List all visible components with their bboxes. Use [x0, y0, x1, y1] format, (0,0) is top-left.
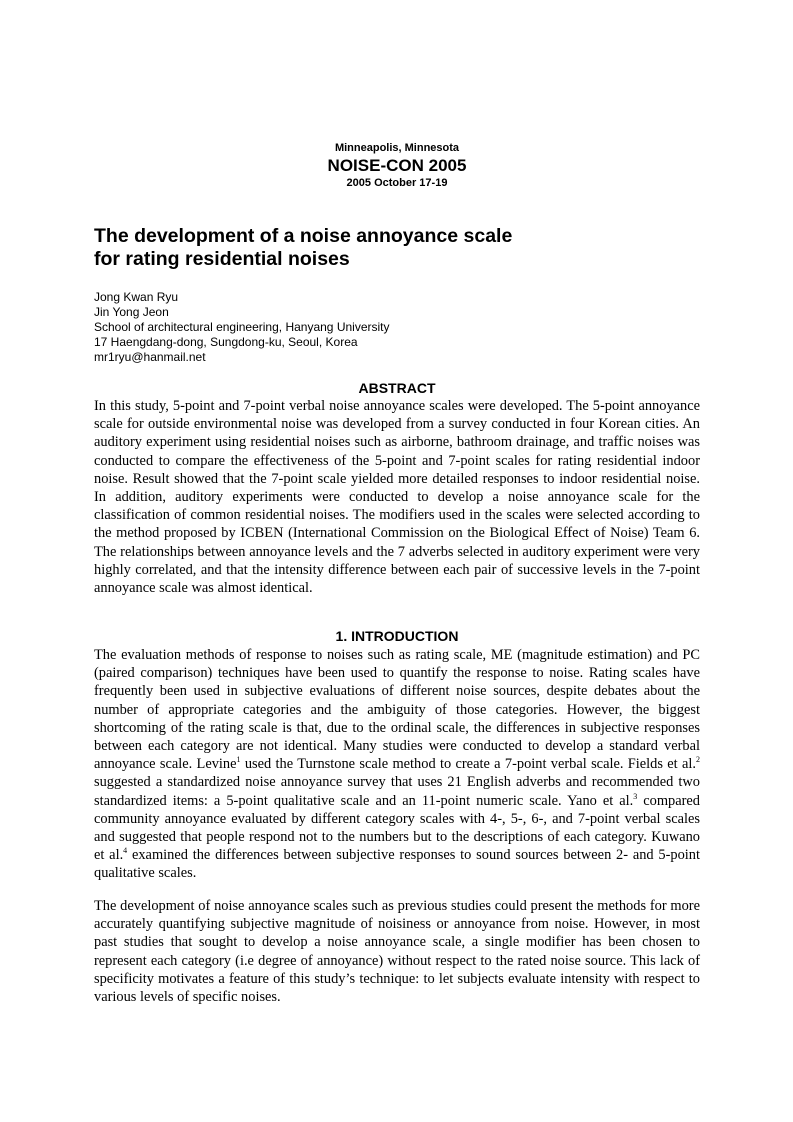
- conference-date: 2005 October 17-19: [346, 177, 448, 189]
- paragraph-text: suggested a standardized noise annoyance survey that uses 21 English adverbs and recommended two standardized items: a 5-point qualitative scale and an 11-point numeric scale. Yano et al.: [94, 774, 700, 809]
- paper-title-line-1: The development of a noise annoyance scale: [94, 225, 513, 247]
- citation-ref: 2: [696, 755, 700, 765]
- paper-title: [94, 225, 614, 271]
- paragraph-text: examined the differences between subjective responses to sound sources between 2- and 5-point qualitative scales.: [94, 847, 700, 882]
- author-email: mr1ryu@hanmail.net: [94, 350, 206, 364]
- author-affiliation: School of architectural engineering, Hanyang University: [94, 320, 390, 334]
- abstract-text: In this study, 5-point and 7-point verbal noise annoyance scales were developed. The 5-point annoyance scale for outside environmental noise was developed from a survey conducted in four Korean cities. An auditory experiment using residential noises such as airborne, bathroom drainage, and traffic noises was conducted to compare the effectiveness of the 5-point and 7-point scales for rating residential indoor noise. Result showed that the 7-point scale yielded more detailed responses to indoor residential noise. In addition, auditory experiments were conducted to develop a noise annoyance scale for the classification of common residential noises. The modifiers used in the scales were selected according to the method proposed by ICBEN (International Commission on the Biological Effect of Noise) Team 6. The relationships between annoyance levels and the 7 adverbs selected in auditory experiment were very highly correlated, and that the intensity difference between each pair of successive levels in the 7-point annoyance scale was almost identical.: [94, 398, 700, 597]
- introduction-heading: 1. INTRODUCTION: [335, 628, 459, 644]
- introduction-paragraph-1: [94, 646, 700, 883]
- author-name: Jin Yong Jeon: [94, 305, 169, 319]
- paper-title-line-2: for rating residential noises: [94, 248, 350, 270]
- paragraph-text: used the Turnstone scale method to create a 7-point verbal scale. Fields et al.: [240, 756, 696, 773]
- introduction-paragraph-2: The development of noise annoyance scales such as previous studies could present the methods for more accurately quantifying subjective magnitude of noisiness or annoyance from noise. However, in most past studies that sought to develop a noise annoyance scale, a single modifier has been chosen to represent each category (i.e degree of annoyance) without respect to the rated noise source. This lack of specificity motivates a feature of this study’s technique: to let subjects evaluate intensity with respect to various levels of specific noises.: [94, 898, 700, 1006]
- conference-header: [94, 141, 700, 190]
- paragraph-text: compared community annoyance evaluated by different category scales with 4-, 5-, 6-, and 7-point verbal scales and suggested that people respond not to the numbers but to the descriptions of each category. Kuwano et al.: [94, 792, 701, 864]
- author-name: Jong Kwan Ryu: [94, 290, 179, 304]
- paper-page: [94, 0, 700, 1122]
- citation-ref: 1: [236, 755, 241, 765]
- citation-ref: 4: [123, 846, 128, 856]
- paragraph-text: The evaluation methods of response to noises such as rating scale, ME (magnitude estimation) and PC (paired comparison) techniques have been used to quantify the response to noise. Rating scales have frequently been used in subjective evaluations of different noise sources, despite debates about the number of appropriate categories and the ambiguity of those categories. However, the biggest shortcoming of the rating scale is that, due to the ordinal scale, the differences in subjective responses between each category are not identical. Many studies were conducted to develop a standard verbal annoyance scale. Levine: [94, 647, 700, 773]
- author-address: 17 Haengdang-dong, Sungdong-ku, Seoul, Korea: [94, 335, 358, 349]
- citation-ref: 3: [633, 791, 638, 801]
- conference-name: NOISE-CON 2005: [327, 156, 467, 175]
- conference-location: Minneapolis, Minnesota: [334, 142, 460, 154]
- author-block: [94, 290, 390, 365]
- abstract-heading: ABSTRACT: [358, 380, 436, 396]
